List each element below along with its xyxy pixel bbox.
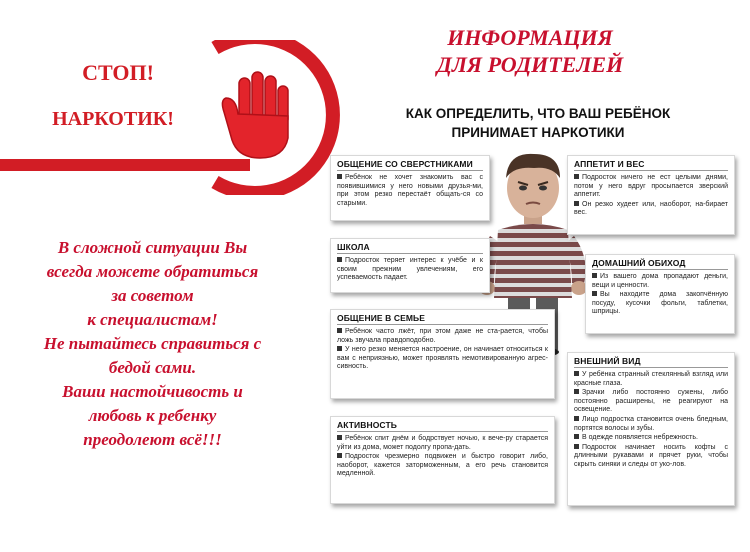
card-item: Лицо подростка становится очень бледным, портятся волосы и зубы. — [574, 415, 728, 432]
card-item: Ребёнок спит днём и бодрствует ночью, к вече-ру старается уйти из дома, может подолгу пропа-дать. — [337, 435, 548, 451]
card-item: Подросток теряет интерес к учёбе и к своим прежним увлечениям, его успеваемость падает. — [337, 257, 483, 282]
card-item: Подросток ничего не ест целыми днями, потом у него вдруг просыпается зверский аппетит. — [574, 174, 728, 199]
advice-line: всегда можете обратиться — [46, 262, 259, 281]
card-item: В одежде появляется небрежность. — [574, 434, 728, 443]
bullet-square-icon — [574, 389, 579, 394]
bullet-square-icon — [574, 371, 579, 376]
card-header: ВНЕШНИЙ ВИД — [574, 356, 728, 368]
bullet-square-icon — [337, 435, 342, 440]
card-item: Подросток чрезмерно подвижен и быстро говорит либо, наоборот, кажется заторможенным, а его речь становится медленной. — [337, 453, 548, 478]
card-item: Из вашего дома пропадают деньги, вещи и ценности. — [592, 273, 728, 289]
card-item: Ребёнок не хочет знакомить вас с появившимися у него новыми друзья-ми, при этом резко перестаёт общать-ся со старыми. — [337, 174, 483, 207]
card-header: АППЕТИТ И ВЕС — [574, 159, 728, 171]
info-title-line2: ДЛЯ РОДИТЕЛЕЙ — [436, 52, 624, 77]
advice-line: бедой сами. — [108, 358, 197, 377]
card-peer-communication — [330, 155, 490, 221]
drug-title: НАРКОТИК! — [52, 108, 174, 130]
card-item: У него резко меняется настроение, он начинает относиться к вам с неприязнью, может проявлять немотивированную агрес-сивность. — [337, 346, 548, 371]
info-title-line1: ИНФОРМАЦИЯ — [447, 25, 613, 50]
bullet-square-icon — [574, 444, 579, 449]
advice-line: за советом — [111, 286, 194, 305]
info-subtitle-line1: КАК ОПРЕДЕЛИТЬ, ЧТО ВАШ РЕБЁНОК — [405, 106, 671, 121]
card-item: Зрачки либо постоянно сужены, либо постоянно расширены, не реагируют на освещение. — [574, 389, 728, 414]
bullet-square-icon — [337, 346, 342, 351]
bullet-square-icon — [337, 328, 342, 333]
bullet-square-icon — [574, 201, 579, 206]
card-header: ДОМАШНИЙ ОБИХОД — [592, 258, 728, 270]
card-item: Вы находите дома закопчённую посуду, кусочки фольги, таблетки, шприцы. — [592, 291, 728, 316]
advice-line: Ваши настойчивость и — [62, 382, 243, 401]
advice-line: преодолеют всё!!! — [83, 430, 222, 449]
card-header: АКТИВНОСТЬ — [337, 420, 548, 432]
card-item: Он резко худеет или, наоборот, на-бирает вес. — [574, 200, 728, 217]
card-family-communication — [330, 309, 555, 399]
card-activity — [330, 416, 555, 504]
bullet-square-icon — [337, 174, 342, 179]
bullet-square-icon — [574, 434, 579, 439]
advice-line: к специалистам! — [87, 310, 218, 329]
advice-text — [0, 236, 305, 452]
bullet-square-icon — [574, 416, 579, 421]
info-subtitle-line2: ПРИНИМАЕТ НАРКОТИКИ — [451, 125, 625, 140]
advice-line: любовь к ребенку — [88, 406, 217, 425]
card-header: ШКОЛА — [337, 242, 483, 254]
advice-line: Не пытайтесь справиться с — [43, 334, 262, 353]
stop-title: СТОП! — [82, 60, 154, 85]
card-header: ОБЩЕНИЕ В СЕМЬЕ — [337, 313, 548, 325]
card-item: Ребёнок часто лжёт, при этом даже не ста-рается, чтобы ложь звучала правдоподобно. — [337, 328, 548, 344]
card-appetite-weight — [567, 155, 735, 235]
info-subtitle — [378, 104, 698, 142]
card-item: Подросток начинает носить кофты с длинными рукавами и прячет руки, чтобы скрыть синяки и следы от уко-лов. — [574, 443, 728, 468]
card-item: У ребёнка странный стеклянный взгляд или красные глаза. — [574, 371, 728, 387]
bullet-square-icon — [337, 257, 342, 262]
info-title — [380, 24, 680, 78]
card-header: ОБЩЕНИЕ СО СВЕРСТНИКАМИ — [337, 159, 483, 171]
advice-line: В сложной ситуации Вы — [57, 238, 248, 257]
bullet-square-icon — [574, 174, 579, 179]
card-school — [330, 238, 490, 293]
bullet-square-icon — [337, 453, 342, 458]
card-household — [585, 254, 735, 334]
stop-hand-icon — [218, 68, 302, 164]
bullet-square-icon — [592, 273, 597, 278]
card-appearance — [567, 352, 735, 506]
bullet-square-icon — [592, 291, 597, 296]
